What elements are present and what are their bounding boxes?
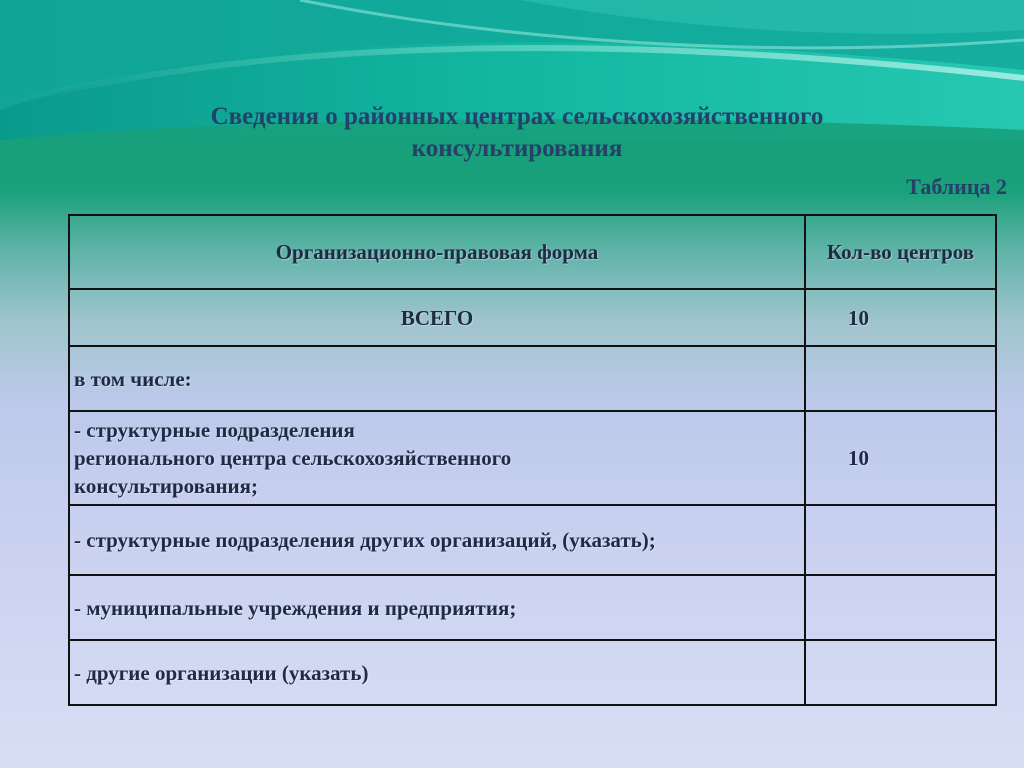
cell-label-line: консультирования; [74, 474, 258, 498]
header-cell-count: Кол-во центров [805, 215, 996, 289]
cell-label: - структурные подразделения других организаций, (указать); [69, 505, 805, 575]
table-row [69, 575, 996, 640]
cell-value [805, 505, 996, 575]
cell-label: в том числе: [69, 346, 805, 411]
cell-label: - другие организации (указать) [69, 640, 805, 705]
page-title [0, 101, 1024, 165]
cell-label: ВСЕГО [69, 289, 805, 346]
table-row [69, 411, 996, 505]
table-row [69, 346, 996, 411]
cell-value [805, 346, 996, 411]
cell-label [69, 411, 805, 505]
table-caption: Таблица 2 [906, 174, 1007, 199]
cell-value [805, 640, 996, 705]
table-row [69, 289, 996, 346]
table-row [69, 505, 996, 575]
centers-table [68, 214, 997, 706]
table-row [69, 640, 996, 705]
cell-value [805, 575, 996, 640]
cell-label-line: - структурные подразделения [74, 418, 355, 442]
cell-label-line: регионального центра сельскохозяйственного [74, 446, 512, 470]
cell-value: 10 [805, 289, 996, 346]
title-line-2: консультирования [411, 135, 623, 162]
cell-value: 10 [805, 411, 996, 505]
table-header-row [69, 215, 996, 289]
header-cell-form: Организационно-правовая форма [69, 215, 805, 289]
title-line-1: Сведения о районных центрах сельскохозяйственного [210, 103, 824, 130]
cell-label: - муниципальные учреждения и предприятия; [69, 575, 805, 640]
